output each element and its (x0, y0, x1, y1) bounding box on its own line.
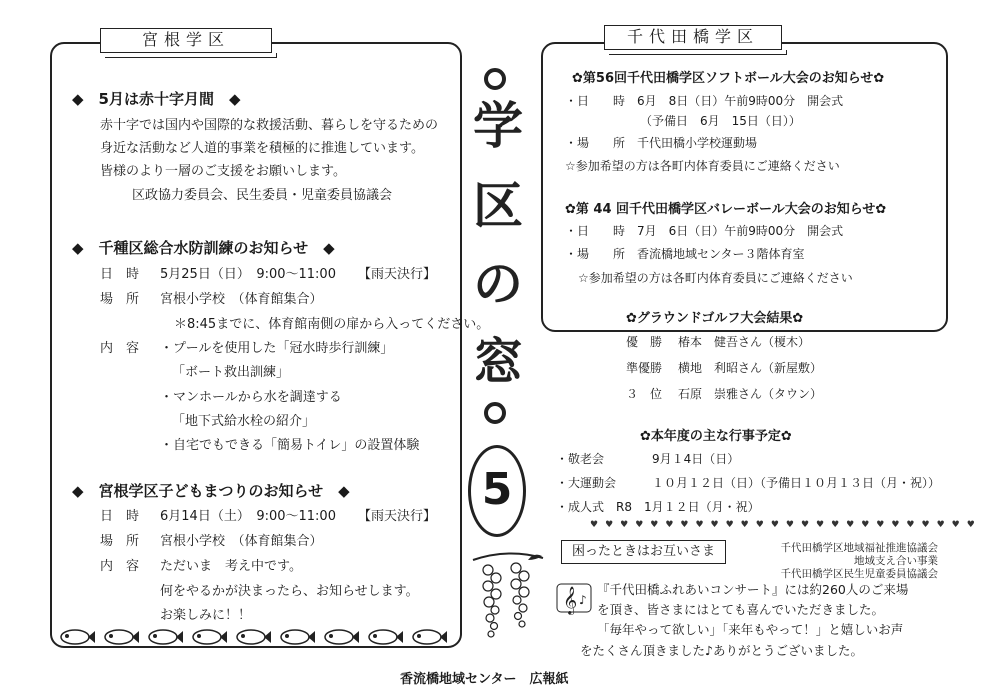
footer-publisher: 香流橋地域センター 広報紙 (400, 672, 569, 687)
flood-place-label: 場 所 (100, 292, 140, 307)
title-char-4: 窓 (473, 333, 523, 391)
org-2: 地域支え合い事業 (854, 555, 938, 567)
festival-content-label: 内 容 (100, 559, 140, 574)
flood-place: 宮根小学校 （体育館集合） (160, 292, 323, 307)
issue-number: 5 (468, 445, 526, 537)
flood-item-3: ・マンホールから水を調達する (160, 390, 342, 405)
svg-text:𝄞: 𝄞 (563, 586, 578, 614)
title-ring-icon (484, 68, 506, 90)
title-char-2: 区 (473, 177, 523, 235)
concert-line-1: 『千代田橋ふれあいコンサート』には約260人のご来場 (597, 582, 909, 597)
flood-note: ＊8:45までに、体育館南側の扉から入ってください。 (174, 317, 490, 332)
hearts-divider: ♥♥♥♥♥♥♥♥♥♥♥♥♥♥♥♥♥♥♥♥♥♥♥♥♥♥ (590, 520, 982, 530)
org-3: 千代田橋学区民生児童委員協議会 (780, 568, 938, 580)
red-cross-org: 区政協力委員会、民生委員・児童委員協議会 (132, 188, 393, 203)
festival-date: 6月14日（土） 9:00～11:00 (160, 509, 336, 524)
fish-icon (234, 627, 272, 647)
golf-name-2: 横地 利昭さん（新屋敷） (678, 361, 823, 375)
fish-icon (322, 627, 360, 647)
festival-place: 宮根小学校 （体育館集合） (160, 534, 323, 549)
concert-line-2: を頂き、皆さまにはとても喜んでいただきました。 (597, 602, 885, 617)
title-char-3: の (473, 255, 523, 313)
softball-place: ・場 所 千代田橋小学校運動場 (565, 136, 758, 150)
flood-item-1: ・プールを使用した「冠水時歩行訓練」 (160, 341, 394, 356)
kids-festival-heading: ◆ 宮根学区子どもまつりのお知らせ ◆ (72, 482, 350, 500)
golf-rank-1: 優 勝 (626, 335, 663, 349)
flood-content-label: 内 容 (100, 341, 140, 356)
golf-name-3: 石原 崇雅さん（タウン） (678, 387, 823, 401)
golf-heading: ✿グラウンドゴルフ大会結果✿ (626, 311, 804, 326)
golf-rank-2: 準優勝 (626, 361, 663, 375)
title-char-1: 学 (473, 97, 523, 155)
festival-line-2: 何をやるかが決まったら、お知らせします。 (160, 584, 419, 599)
softball-contact: ☆参加希望の方は各町内体育委員にご連絡ください (565, 159, 840, 173)
flood-date: 5月25日（日） 9:00～11:00 (160, 267, 336, 282)
volleyball-heading: ✿第 44 回千代田橋学区バレーボール大会のお知らせ✿ (565, 202, 887, 217)
softball-heading: ✿第56回千代田橋学区ソフトボール大会のお知らせ✿ (572, 71, 885, 86)
fish-icon (410, 627, 448, 647)
red-cross-line-1: 赤十字では国内や国際的な救援活動、暮らしを守るための (100, 118, 439, 133)
events-heading: ✿本年度の主な行事予定✿ (640, 429, 792, 444)
left-district-tag: 宮根学区 (100, 28, 272, 53)
fish-icon (102, 627, 140, 647)
event-2: ・大運動会 １０月１２日（日）（予備日１０月１３日（月・祝）） (556, 476, 941, 490)
softball-backup: （予備日 6月 15日（日）） (640, 114, 801, 128)
flood-item-5: ・自宅でもできる「簡易トイレ」の設置体験 (160, 438, 420, 453)
event-3: ・成人式 R8 1月１２日（月・祝） (556, 500, 760, 514)
flood-rain: 【雨天決行】 (358, 267, 437, 282)
festival-rain: 【雨天決行】 (358, 509, 437, 524)
flood-drill-heading: ◆ 千種区総合水防訓練のお知らせ ◆ (72, 239, 335, 257)
help-each-other-box: 困ったときはお互いさま (561, 540, 726, 564)
wisteria-icon (468, 548, 548, 653)
red-cross-line-3: 皆様のより一層のご支援をお願いします。 (100, 164, 346, 179)
fish-icon (146, 627, 184, 647)
softball-date: ・日 時 6月 8日（日）午前9時00分 開会式 (565, 94, 844, 108)
newsletter-title (468, 98, 528, 390)
svg-text:♪: ♪ (579, 593, 587, 607)
fish-icon (278, 627, 316, 647)
golf-name-1: 椿本 健吾さん（榎木） (678, 335, 811, 349)
fish-icon (58, 627, 96, 647)
golf-rank-3: ３ 位 (626, 387, 663, 401)
flood-date-label: 日 時 (100, 267, 140, 282)
fish-icon (366, 627, 404, 647)
festival-place-label: 場 所 (100, 534, 140, 549)
festival-date-label: 日 時 (100, 509, 140, 524)
flood-item-4: 「地下式給水栓の紹介」 (172, 414, 316, 429)
concert-line-3: 「毎年やって欲しい」「来年もやって！」と嬉しいお声 (597, 622, 904, 637)
event-1: ・敬老会 9月１4日（日） (556, 452, 740, 466)
fish-icon (190, 627, 228, 647)
volleyball-place: ・場 所 香流橋地域センター３階体育室 (565, 247, 805, 261)
right-district-tag: 千代田橋学区 (604, 25, 782, 50)
red-cross-line-2: 身近な活動など人道的事業を積極的に推進しています。 (100, 141, 424, 156)
concert-line-4: をたくさん頂きました♪ありがとうございました。 (580, 643, 863, 658)
festival-line-3: お楽しみに！！ (160, 608, 252, 623)
volleyball-date: ・日 時 7月 6日（日）午前9時00分 開会式 (565, 224, 844, 238)
welfare-orgs (740, 542, 938, 581)
org-1: 千代田橋学区地域福祉推進協議会 (780, 542, 938, 554)
volleyball-contact: ☆参加希望の方は各町内体育委員にご連絡ください (578, 271, 853, 285)
flood-item-2: 「ボート救出訓練」 (172, 365, 290, 380)
red-cross-heading: ◆ 5月は赤十字月間 ◆ (72, 90, 241, 108)
festival-line-1: ただいま 考え中です。 (160, 559, 302, 574)
music-note-icon (555, 578, 593, 618)
title-ring-icon (484, 402, 506, 424)
